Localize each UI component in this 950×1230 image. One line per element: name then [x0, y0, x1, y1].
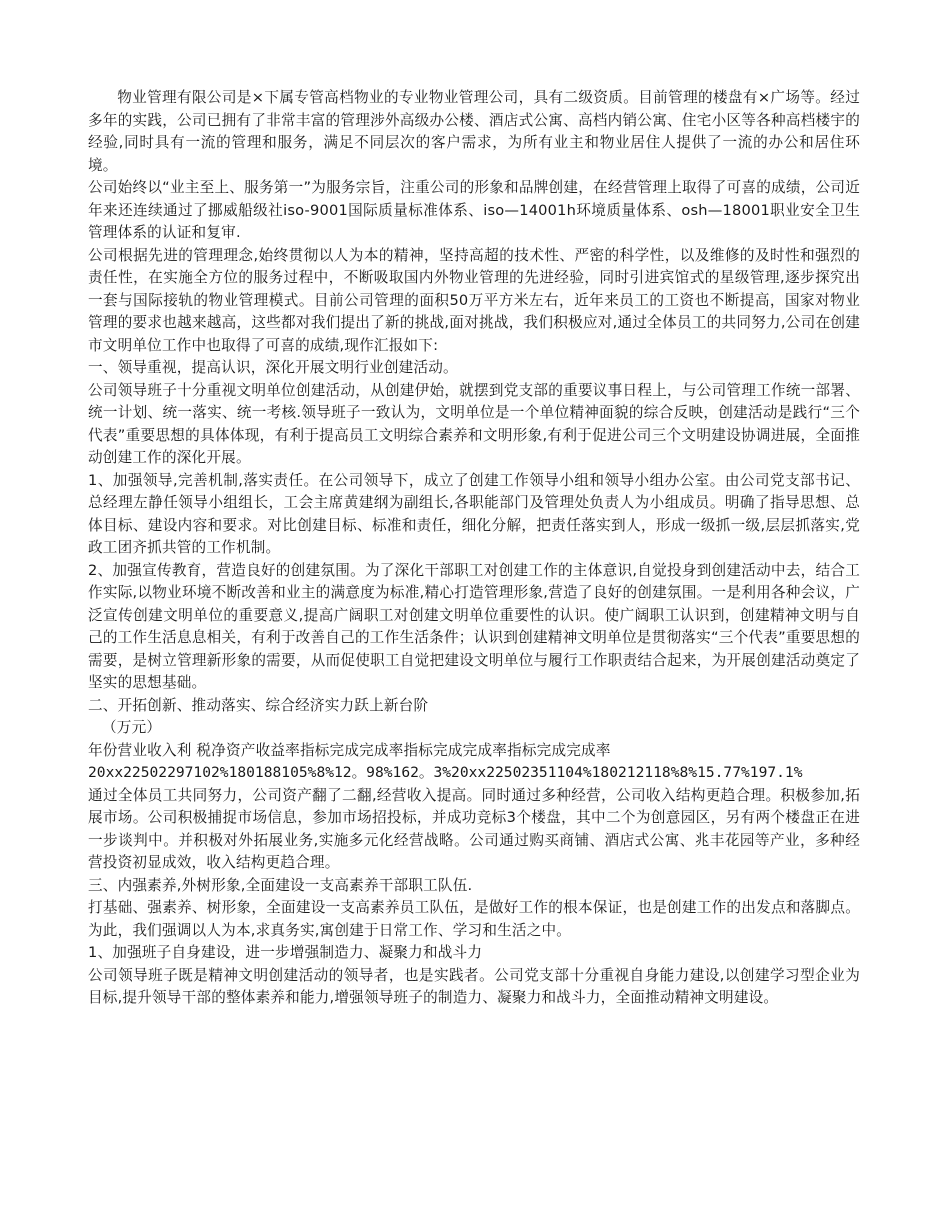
- management-philosophy-paragraph: 公司根据先进的管理理念,始终贯彻以人为本的精神，坚持高超的技术性、严密的科学性，以及维修的及时性和强烈的责任性，在实施全方位的服务过程中，不断吸取国内外物业管理的先进经验，同时引进宾馆式的星级管理,逐步探究出一套与国际接轨的物业管理模式。目前公司管理的面积50万平方米左右，近年来员工的工资也不断提高，国家对物业管理的要求也越来越高，这些都对我们提出了新的挑战,面对挑战，我们积极应对,通过全体员工的共同努力,公司在创建市文明单位工作中也取得了可喜的成绩,现作汇报如下:: [88, 246, 860, 354]
- revenue-paragraph: 通过全体员工共同努力，公司资产翻了二翻,经营收入提高。同时通过多种经营，公司收入结构更趋合理。积极参加,拓展市场。公司积极捕捉市场信息，参加市场招投标，并成功竞标3个楼盘，其中二个为创意园区，另有两个楼盘正在进一步谈判中。并积极对外拓展业务,实施多元化经营战略。公司通过购买商铺、酒店式公寓、兆丰花园等产业，多种经营投资初显成效，收入结构更趋合理。: [88, 786, 860, 871]
- section-heading-2: 二、开拓创新、推动落实、综合经济实力跃上新台阶: [88, 696, 429, 714]
- item-1-paragraph: 1、加强领导,完善机制,落实责任。在公司领导下，成立了创建工作领导小组和领导小组办公室。由公司党支部书记、总经理左静任领导小组组长，工会主席黄建纲为副组长,各职能部门及管理处负责人为小组成员。明确了指导思想、总体目标、建设内容和要求。对比创建目标、标准和责任，细化分解，把责任落实到人，形成一级抓一级,层层抓落实,党政工团齐抓共管的工作机制。: [88, 471, 860, 556]
- subsection-heading-1: 1、加强班子自身建设，进一步增强制造力、凝聚力和战斗力: [88, 944, 483, 961]
- item-2-paragraph: 2、加强宣传教育，营造良好的创建氛围。为了深化干部职工对创建工作的主体意识,自觉投身到创建活动中去，结合工作实际,以物业环境不断改善和业主的满意度为标准,精心打造管理形象,营造了良好的创建氛围。一是利用各种会议，广泛宣传创建文明单位的重要意义,提高广阔职工对创建文明单位重要性的认识。使广阔职工认识到，创建精神文明与自己的工作生活息息相关，有利于改善自己的工作生活条件；认识到创建精神文明单位是贯彻落实“三个代表”重要思想的需要，是树立管理新形象的需要，从而促使职工自觉把建设文明单位与履行工作职责结合起来，为开展创建活动奠定了坚实的思想基础。: [88, 561, 860, 691]
- team-building-paragraph: 打基础、强素养、树形象，全面建设一支高素养员工队伍，是做好工作的根本保证，也是创建工作的出发点和落脚点。为此，我们强调以人为本,求真务实,寓创建于日常工作、学习和生活之中。: [88, 899, 860, 939]
- intro-paragraph: 物业管理有限公司是×下属专管高档物业的专业物业管理公司，具有二级资质。目前管理的楼盘有×广场等。经过多年的实践，公司已拥有了非常丰富的管理涉外高级办公楼、酒店式公寓、高档内销公寓、住宅小区等各种高档楼宇的经验,同时具有一流的管理和服务，满足不同层次的客户需求，为所有业主和物业居住人提供了一流的办公和居住环境。: [88, 89, 860, 174]
- document-body: [88, 87, 860, 1010]
- section-heading-1: 一、领导重视，提高认识，深化开展文明行业创建活动。: [88, 359, 458, 376]
- table-row: 20xx22502297102%180188105%8%12。98%162。3%20xx22502351104%180212118%8%15.77%197.1%: [88, 764, 803, 781]
- leadership-team-paragraph: 公司领导班子既是精神文明创建活动的领导者，也是实践者。公司党支部十分重视自身能力建设,以创建学习型企业为目标,提升领导干部的整体素养和能力,增强领导班子的制造力、凝聚力和战斗力，全面推动精神文明建设。: [88, 966, 860, 1006]
- section-heading-3: 三、内强素养,外树形象,全面建设一支高素养干部职工队伍.: [88, 876, 473, 894]
- service-tenet-paragraph: 公司始终以“业主至上、服务第一”为服务宗旨，注重公司的形象和品牌创建，在经营管理上取得了可喜的成绩，公司近年来还连续通过了挪威船级社iso-9001国际质量标准体系、iso—14001h环境质量体系、osh—18001职业安全卫生管理体系的认证和复审.: [88, 179, 860, 241]
- table-header: 年份营业收入利 税净资产收益率指标完成完成率指标完成完成率指标完成完成率: [88, 741, 611, 759]
- leadership-paragraph: 公司领导班子十分重视文明单位创建活动，从创建伊始，就摆到党支部的重要议事日程上，与公司管理工作统一部署、统一计划、统一落实、统一考核.领导班子一致认为，文明单位是一个单位精神面貌的综合反映，创建活动是践行“三个代表”重要思想的具体体现，有利于提高员工文明综合素养和文明形象,有利于促进公司三个文明建设协调进展，全面推动创建工作的深化开展。: [88, 381, 860, 466]
- unit-note: （万元）: [102, 719, 162, 736]
